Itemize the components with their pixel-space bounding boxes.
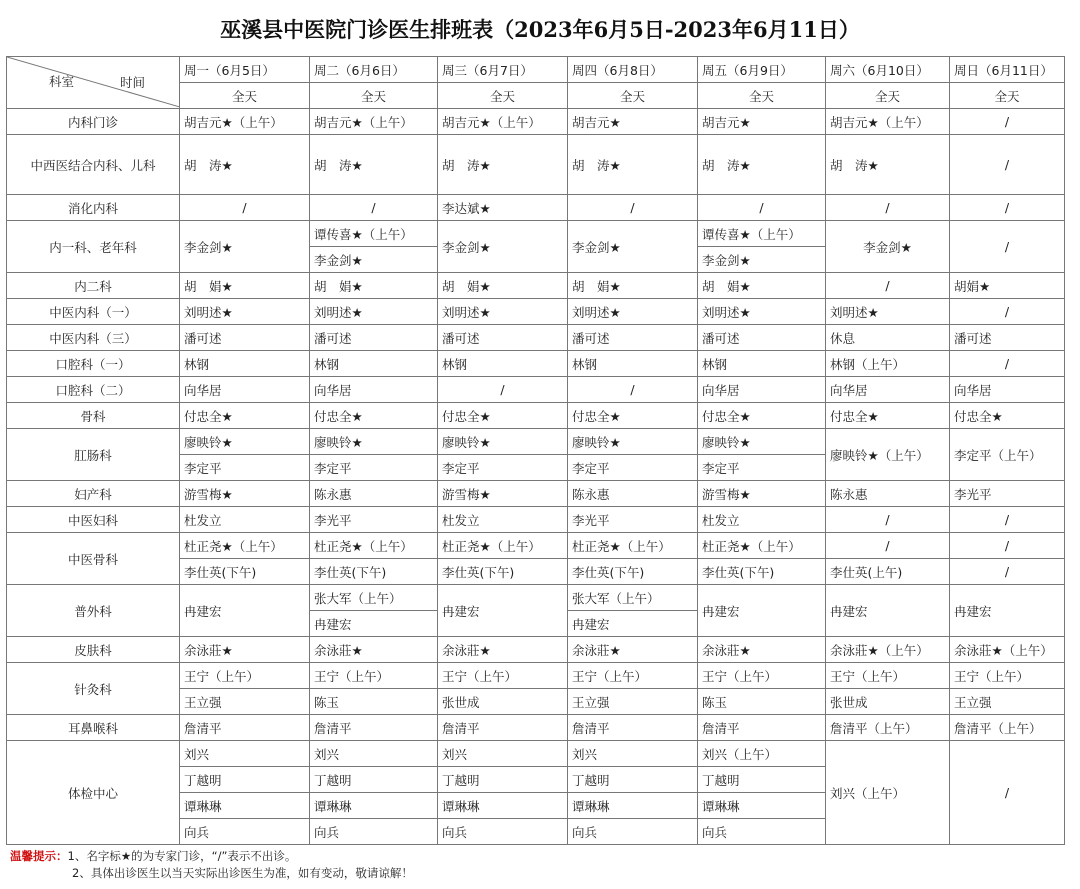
schedule-cell: 冉建宏 xyxy=(180,585,310,637)
schedule-cell: 游雪梅★ xyxy=(698,481,826,507)
schedule-cell: 李金剑★ xyxy=(180,221,310,273)
notes-lead: 温馨提示： xyxy=(10,849,68,863)
footnote-line-1 xyxy=(10,848,413,865)
schedule-cell: 胡吉元★ xyxy=(568,109,698,135)
dept-label: 中医妇科 xyxy=(7,507,180,533)
schedule-cell: 陈永惠 xyxy=(568,481,698,507)
no-clinic-mark: / xyxy=(438,377,568,403)
no-clinic-mark: / xyxy=(950,221,1065,273)
schedule-cell: 谭传喜★（上午） xyxy=(698,221,826,247)
dept-label: 肛肠科 xyxy=(7,429,180,481)
dept-label: 中西医结合内科、儿科 xyxy=(7,135,180,195)
schedule-cell: 王立强 xyxy=(180,689,310,715)
schedule-cell: 詹清平 xyxy=(180,715,310,741)
schedule-cell: 刘明述★ xyxy=(568,299,698,325)
schedule-cell: 休息 xyxy=(826,325,950,351)
schedule-cell: 向兵 xyxy=(438,819,568,845)
schedule-cell: 冉建宏 xyxy=(826,585,950,637)
schedule-cell: 李金剑★ xyxy=(826,221,950,273)
schedule-cell: 胡娟★ xyxy=(950,273,1065,299)
schedule-cell: 胡吉元★ xyxy=(698,109,826,135)
dept-label: 骨科 xyxy=(7,403,180,429)
schedule-cell: 胡 娟★ xyxy=(568,273,698,299)
full-day-label: 全天 xyxy=(180,83,310,109)
dept-label: 中医内科（三） xyxy=(7,325,180,351)
schedule-cell: 杜正尧★（上午） xyxy=(310,533,438,559)
schedule-cell: 李光平 xyxy=(568,507,698,533)
schedule-cell: 冉建宏 xyxy=(950,585,1065,637)
schedule-cell: 刘明述★ xyxy=(826,299,950,325)
schedule-cell: 向华居 xyxy=(180,377,310,403)
schedule-cell: 胡 娟★ xyxy=(180,273,310,299)
schedule-cell: 胡 涛★ xyxy=(438,135,568,195)
schedule-cell: 李定平 xyxy=(438,455,568,481)
schedule-cell: 杜发立 xyxy=(180,507,310,533)
schedule-cell: 林钢 xyxy=(310,351,438,377)
no-clinic-mark: / xyxy=(310,195,438,221)
corner-dept-label: 科室 xyxy=(49,74,75,89)
day-header: 周三（6月7日） xyxy=(438,57,568,83)
schedule-cell: 余泳莊★ xyxy=(438,637,568,663)
corner-diagonal xyxy=(7,57,180,107)
schedule-cell: 杜正尧★（上午） xyxy=(438,533,568,559)
dept-label: 中医骨科 xyxy=(7,533,180,585)
schedule-table xyxy=(6,56,1065,845)
schedule-cell: 冉建宏 xyxy=(568,611,698,637)
schedule-cell: 余泳莊★ xyxy=(180,637,310,663)
day-header: 周日（6月11日） xyxy=(950,57,1065,83)
schedule-cell: 谭琳琳 xyxy=(568,793,698,819)
schedule-cell: 游雪梅★ xyxy=(438,481,568,507)
schedule-cell: 游雪梅★ xyxy=(180,481,310,507)
schedule-cell: 廖映铃★（上午） xyxy=(826,429,950,481)
full-day-label: 全天 xyxy=(698,83,826,109)
schedule-cell: 胡吉元★（上午） xyxy=(438,109,568,135)
no-clinic-mark: / xyxy=(950,351,1065,377)
page-title: 巫溪县中医院门诊医生排班表（2023年6月5日-2023年6月11日） xyxy=(220,17,860,42)
schedule-cell: 付忠全★ xyxy=(438,403,568,429)
dept-label: 内二科 xyxy=(7,273,180,299)
schedule-cell: 刘兴 xyxy=(310,741,438,767)
schedule-cell: 潘可述 xyxy=(698,325,826,351)
schedule-cell: 谭琳琳 xyxy=(310,793,438,819)
schedule-cell: 丁越明 xyxy=(438,767,568,793)
schedule-cell: 刘明述★ xyxy=(698,299,826,325)
schedule-cell: 林钢（上午） xyxy=(826,351,950,377)
dept-label: 皮肤科 xyxy=(7,637,180,663)
day-header: 周五（6月9日） xyxy=(698,57,826,83)
corner-time-label: 时间 xyxy=(120,75,146,90)
schedule-cell: 陈永惠 xyxy=(826,481,950,507)
schedule-cell: 廖映铃★ xyxy=(310,429,438,455)
schedule-cell: 余泳莊★ xyxy=(568,637,698,663)
no-clinic-mark: / xyxy=(698,195,826,221)
schedule-cell: 潘可述 xyxy=(310,325,438,351)
schedule-cell: 王宁（上午） xyxy=(568,663,698,689)
no-clinic-mark: / xyxy=(950,741,1065,845)
full-day-label: 全天 xyxy=(950,83,1065,109)
schedule-cell: 林钢 xyxy=(438,351,568,377)
schedule-cell: 向兵 xyxy=(310,819,438,845)
schedule-cell: 陈玉 xyxy=(310,689,438,715)
schedule-cell: 陈永惠 xyxy=(310,481,438,507)
schedule-cell: 潘可述 xyxy=(568,325,698,351)
schedule-cell: 付忠全★ xyxy=(310,403,438,429)
schedule-cell: 李光平 xyxy=(310,507,438,533)
schedule-cell: 李光平 xyxy=(950,481,1065,507)
full-day-label: 全天 xyxy=(568,83,698,109)
dept-label: 口腔科（一） xyxy=(7,351,180,377)
schedule-cell: 胡吉元★（上午） xyxy=(826,109,950,135)
schedule-cell: 胡 涛★ xyxy=(568,135,698,195)
schedule-cell: 李金剑★ xyxy=(698,247,826,273)
schedule-cell: 李仕英(下午) xyxy=(310,559,438,585)
schedule-cell: 詹清平（上午） xyxy=(826,715,950,741)
schedule-cell: 杜正尧★（上午） xyxy=(698,533,826,559)
schedule-cell: 胡 娟★ xyxy=(310,273,438,299)
full-day-label: 全天 xyxy=(438,83,568,109)
schedule-cell: 廖映铃★ xyxy=(568,429,698,455)
day-header: 周四（6月8日） xyxy=(568,57,698,83)
schedule-cell: 廖映铃★ xyxy=(698,429,826,455)
schedule-cell: 丁越明 xyxy=(568,767,698,793)
schedule-cell: 胡 涛★ xyxy=(698,135,826,195)
schedule-cell: 刘兴 xyxy=(568,741,698,767)
schedule-cell: 李仕英(下午) xyxy=(180,559,310,585)
schedule-cell: 李金剑★ xyxy=(568,221,698,273)
schedule-cell: 杜正尧★（上午） xyxy=(568,533,698,559)
schedule-cell: 詹清平 xyxy=(438,715,568,741)
schedule-cell: 付忠全★ xyxy=(568,403,698,429)
schedule-cell: 谭传喜★（上午） xyxy=(310,221,438,247)
schedule-cell: 王宁（上午） xyxy=(826,663,950,689)
schedule-cell: 廖映铃★ xyxy=(180,429,310,455)
schedule-cell: 谭琳琳 xyxy=(438,793,568,819)
schedule-cell: 李达斌★ xyxy=(438,195,568,221)
schedule-cell: 余泳莊★ xyxy=(310,637,438,663)
schedule-cell: 谭琳琳 xyxy=(180,793,310,819)
no-clinic-mark: / xyxy=(826,195,950,221)
dept-label: 中医内科（一） xyxy=(7,299,180,325)
no-clinic-mark: / xyxy=(950,299,1065,325)
dept-label: 内一科、老年科 xyxy=(7,221,180,273)
schedule-cell: 刘兴（上午） xyxy=(698,741,826,767)
schedule-cell: 廖映铃★ xyxy=(438,429,568,455)
schedule-cell: 向华居 xyxy=(698,377,826,403)
schedule-cell: 潘可述 xyxy=(180,325,310,351)
schedule-cell: 胡 娟★ xyxy=(698,273,826,299)
dept-label: 消化内科 xyxy=(7,195,180,221)
no-clinic-mark: / xyxy=(950,533,1065,559)
dept-label: 普外科 xyxy=(7,585,180,637)
schedule-cell: 杜发立 xyxy=(438,507,568,533)
schedule-cell: 冉建宏 xyxy=(438,585,568,637)
no-clinic-mark: / xyxy=(950,135,1065,195)
schedule-cell: 胡 娟★ xyxy=(438,273,568,299)
schedule-cell: 丁越明 xyxy=(310,767,438,793)
schedule-cell: 刘明述★ xyxy=(438,299,568,325)
schedule-cell: 余泳莊★ xyxy=(698,637,826,663)
schedule-cell: 李定平（上午） xyxy=(950,429,1065,481)
schedule-cell: 杜正尧★（上午） xyxy=(180,533,310,559)
note-text-1: 1、名字标★的为专家门诊，“/”表示不出诊。 xyxy=(67,849,297,863)
schedule-cell: 张世成 xyxy=(438,689,568,715)
schedule-cell: 李定平 xyxy=(180,455,310,481)
schedule-cell: 刘明述★ xyxy=(310,299,438,325)
schedule-cell: 李金剑★ xyxy=(438,221,568,273)
schedule-cell: 胡 涛★ xyxy=(310,135,438,195)
no-clinic-mark: / xyxy=(180,195,310,221)
schedule-cell: 余泳莊★（上午） xyxy=(950,637,1065,663)
schedule-cell: 李仕英(下午) xyxy=(438,559,568,585)
no-clinic-mark: / xyxy=(826,273,950,299)
schedule-cell: 张大军（上午） xyxy=(568,585,698,611)
schedule-cell: 王宁（上午） xyxy=(310,663,438,689)
day-header: 周六（6月10日） xyxy=(826,57,950,83)
schedule-cell: 丁越明 xyxy=(698,767,826,793)
full-day-label: 全天 xyxy=(310,83,438,109)
schedule-cell: 胡吉元★（上午） xyxy=(310,109,438,135)
schedule-cell: 付忠全★ xyxy=(180,403,310,429)
schedule-cell: 刘兴 xyxy=(438,741,568,767)
schedule-cell: 王立强 xyxy=(950,689,1065,715)
schedule-cell: 林钢 xyxy=(568,351,698,377)
schedule-cell: 李仕英(上午) xyxy=(826,559,950,585)
schedule-cell: 詹清平 xyxy=(568,715,698,741)
corner-header xyxy=(7,57,180,109)
dept-label: 内科门诊 xyxy=(7,109,180,135)
schedule-cell: 向华居 xyxy=(310,377,438,403)
schedule-cell: 李定平 xyxy=(698,455,826,481)
schedule-cell: 潘可述 xyxy=(438,325,568,351)
schedule-cell: 胡 涛★ xyxy=(826,135,950,195)
schedule-cell: 刘兴 xyxy=(180,741,310,767)
day-header: 周一（6月5日） xyxy=(180,57,310,83)
schedule-cell: 付忠全★ xyxy=(950,403,1065,429)
schedule-cell: 陈玉 xyxy=(698,689,826,715)
schedule-cell: 冉建宏 xyxy=(310,611,438,637)
schedule-cell: 李仕英(下午) xyxy=(698,559,826,585)
schedule-cell: 詹清平（上午） xyxy=(950,715,1065,741)
schedule-cell: 谭琳琳 xyxy=(698,793,826,819)
no-clinic-mark: / xyxy=(950,507,1065,533)
dept-label: 体检中心 xyxy=(7,741,180,845)
dept-label: 针灸科 xyxy=(7,663,180,715)
no-clinic-mark: / xyxy=(826,533,950,559)
schedule-cell: 李定平 xyxy=(310,455,438,481)
schedule-cell: 付忠全★ xyxy=(826,403,950,429)
schedule-cell: 张大军（上午） xyxy=(310,585,438,611)
schedule-cell: 向兵 xyxy=(698,819,826,845)
no-clinic-mark: / xyxy=(950,559,1065,585)
schedule-cell: 王宁（上午） xyxy=(180,663,310,689)
footnotes xyxy=(10,848,413,882)
dept-label: 耳鼻喉科 xyxy=(7,715,180,741)
schedule-cell: 付忠全★ xyxy=(698,403,826,429)
schedule-cell: 王宁（上午） xyxy=(438,663,568,689)
day-header: 周二（6月6日） xyxy=(310,57,438,83)
schedule-cell: 王宁（上午） xyxy=(950,663,1065,689)
footnote-line-2: 2、具体出诊医生以当天实际出诊医生为准，如有变动，敬请谅解！ xyxy=(72,866,413,880)
full-day-label: 全天 xyxy=(826,83,950,109)
schedule-cell: 余泳莊★（上午） xyxy=(826,637,950,663)
no-clinic-mark: / xyxy=(826,507,950,533)
schedule-cell: 胡吉元★（上午） xyxy=(180,109,310,135)
schedule-cell: 林钢 xyxy=(180,351,310,377)
schedule-cell: 詹清平 xyxy=(310,715,438,741)
schedule-cell: 林钢 xyxy=(698,351,826,377)
schedule-cell: 杜发立 xyxy=(698,507,826,533)
schedule-cell: 刘兴（上午） xyxy=(826,741,950,845)
dept-label: 妇产科 xyxy=(7,481,180,507)
schedule-cell: 向兵 xyxy=(568,819,698,845)
schedule-cell: 李仕英(下午) xyxy=(568,559,698,585)
schedule-cell: 王宁（上午） xyxy=(698,663,826,689)
schedule-cell: 詹清平 xyxy=(698,715,826,741)
schedule-cell: 王立强 xyxy=(568,689,698,715)
schedule-cell: 冉建宏 xyxy=(698,585,826,637)
schedule-cell: 向兵 xyxy=(180,819,310,845)
no-clinic-mark: / xyxy=(950,195,1065,221)
schedule-cell: 潘可述 xyxy=(950,325,1065,351)
schedule-cell: 张世成 xyxy=(826,689,950,715)
no-clinic-mark: / xyxy=(568,377,698,403)
no-clinic-mark: / xyxy=(950,109,1065,135)
schedule-cell: 刘明述★ xyxy=(180,299,310,325)
schedule-cell: 向华居 xyxy=(950,377,1065,403)
no-clinic-mark: / xyxy=(568,195,698,221)
schedule-cell: 李定平 xyxy=(568,455,698,481)
schedule-cell: 向华居 xyxy=(826,377,950,403)
schedule-cell: 胡 涛★ xyxy=(180,135,310,195)
schedule-cell: 李金剑★ xyxy=(310,247,438,273)
schedule-cell: 丁越明 xyxy=(180,767,310,793)
dept-label: 口腔科（二） xyxy=(7,377,180,403)
